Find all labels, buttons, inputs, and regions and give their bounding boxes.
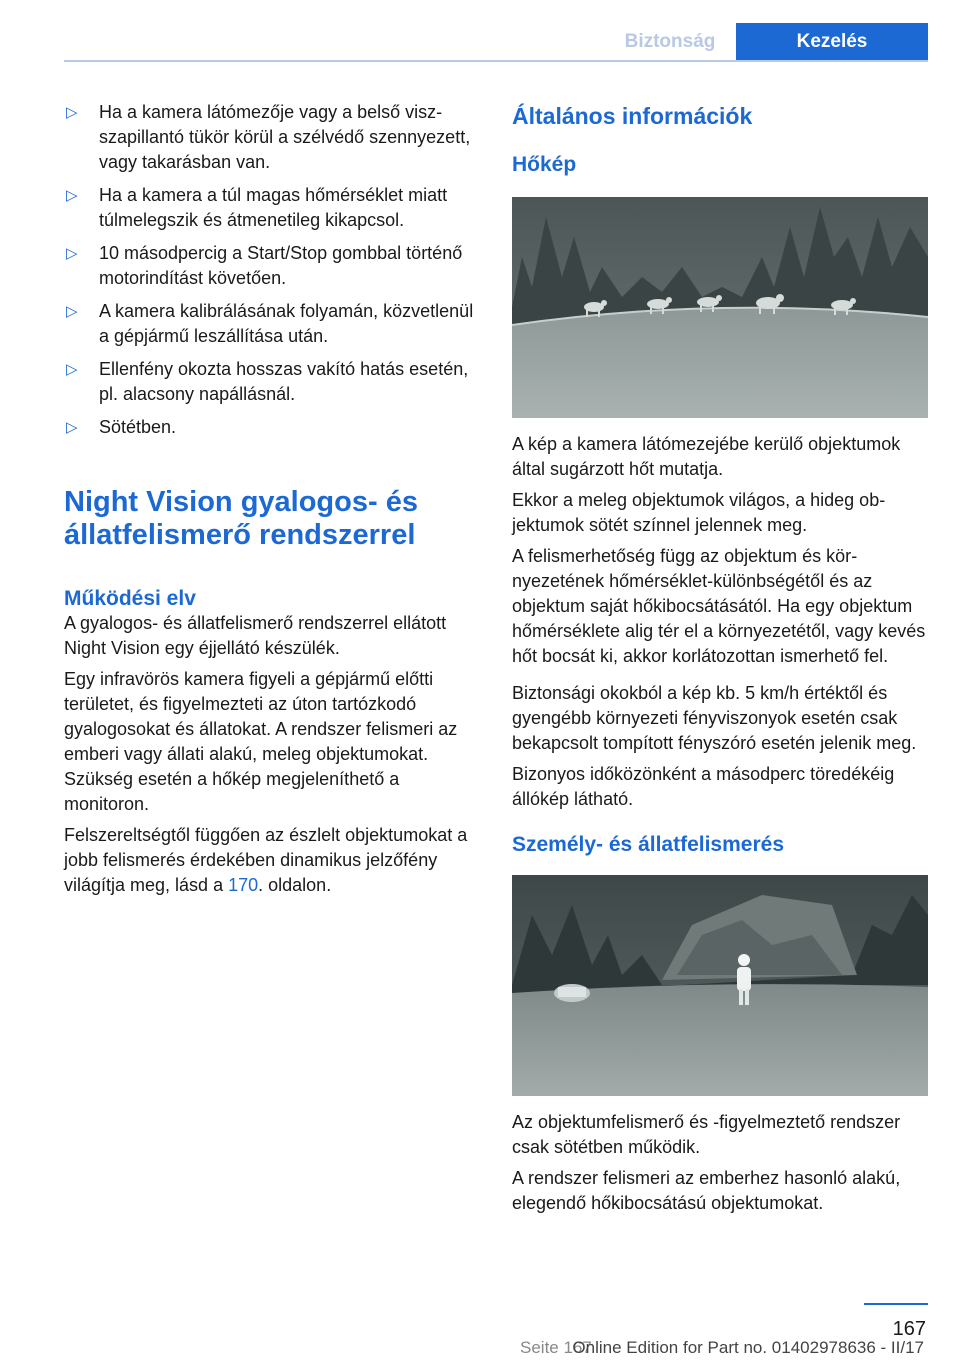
- condition-list: [64, 100, 480, 440]
- footer-watermark: Seite 167: [520, 1338, 592, 1357]
- page-link[interactable]: 170: [228, 875, 259, 895]
- list-item: ▷ 10 másodpercig a Start/Stop gombbal történő motorindítást követően.: [66, 243, 463, 288]
- person-detection-figure: [512, 875, 928, 1096]
- list-item: ▷ Ha a kamera a túl magas hőmérséklet miatt túlmelegszik és átmenetileg kikapcsol.: [66, 185, 448, 230]
- paragraph: Bizonyos időközönként a másodperc töredékéig állókép látható.: [512, 764, 895, 809]
- section-title: Night Vision gyalogos- és állatfelismerő rendszerrel: [64, 486, 418, 551]
- thermal-image-title: Hőkép: [512, 153, 577, 176]
- triangle-bullet-icon: ▷: [66, 245, 78, 262]
- paragraph: Ekkor a meleg objektumok világos, a hideg objektumok sötét színnel jelennek meg.: [512, 490, 886, 535]
- subsection-title: Működési elv: [64, 587, 196, 610]
- paragraph: A kép a kamera látómezejébe kerülő objektumok által sugárzott hőt mutatja.: [512, 434, 901, 479]
- list-item: ▷ A kamera kalibrálásának folyamán, közvetlenül a gépjármű leszállítása után.: [66, 301, 474, 346]
- triangle-bullet-icon: ▷: [66, 419, 78, 436]
- footer-edition: Online Edition for Part no. 01402978636 - II/17: [572, 1338, 924, 1357]
- list-item: ▷ Ha a kamera látómezője vagy a belső viszszapillantó tükör körül a szélvédő szennyezett, vagy takarásban van.: [66, 102, 471, 172]
- thermal-image-figure: [512, 197, 928, 418]
- paragraph: A rendszer felismeri az emberhez hasonló alakú, elegendő hőkibocsátású objektumokat.: [512, 1168, 901, 1213]
- general-info-title: Általános információk: [512, 103, 753, 129]
- page-number: 167: [892, 1318, 926, 1340]
- right-column: [512, 100, 928, 1222]
- paragraph: A gyalogos- és állatfelismerő rendszerrel ellátott Night Vision egy éjjellátó készülék.: [64, 613, 447, 658]
- person-animal-detection-title: Személy- és állatfelismerés: [512, 833, 784, 856]
- list-item: ▷ Ellenfény okozta hosszas vakító hatás esetén, pl. alacsony napállásnál.: [66, 359, 469, 404]
- paragraph: A felismerhetőség függ az objektum és környezetének hőmérséklet-különbségétől és az objektum saját hőkibocsátásától. Ha egy objektum hőmérséklete alig tér el a környezetétől, vagy kevés hőt bocsát ki, akkor korlátozottan ismerhető fel.: [512, 546, 926, 666]
- paragraph: Az objektumfelismerő és -figyelmeztető rendszer csak sötétben működik.: [512, 1112, 901, 1157]
- paragraph: Egy infravörös kamera figyeli a gépjármű előtti területet, és figyelmezteti az úton tartózkodó gyalogosokat és állatokat. A rendszer felismeri az emberi vagy állati alakú, meleg objektumokat. Szükség esetén a hőkép megjeleníthető a monitoron.: [64, 669, 458, 814]
- footer-divider: [864, 1303, 928, 1305]
- triangle-bullet-icon: ▷: [66, 104, 78, 121]
- header-divider: [64, 60, 928, 62]
- triangle-bullet-icon: ▷: [66, 187, 78, 204]
- left-column: [64, 100, 480, 904]
- paragraph: Felszereltségtől függően az észlelt objektumokat a jobb felismerés érdekében dinamikus jelzőfény világítja meg, lásd a 170. oldalon.: [64, 825, 468, 895]
- triangle-bullet-icon: ▷: [66, 303, 78, 320]
- list-item: ▷ Sötétben.: [64, 415, 480, 440]
- triangle-bullet-icon: ▷: [66, 361, 78, 378]
- header-tab-biztonsag[interactable]: Biztonság: [624, 31, 716, 52]
- paragraph: Biztonsági okokból a kép kb. 5 km/h értéktől és gyengébb környezeti fényviszonyok esetén csak bekapcsolt tompított fényszóró esetén jelenik meg.: [512, 683, 917, 753]
- header-tab-kezeles[interactable]: Kezelés: [736, 23, 928, 61]
